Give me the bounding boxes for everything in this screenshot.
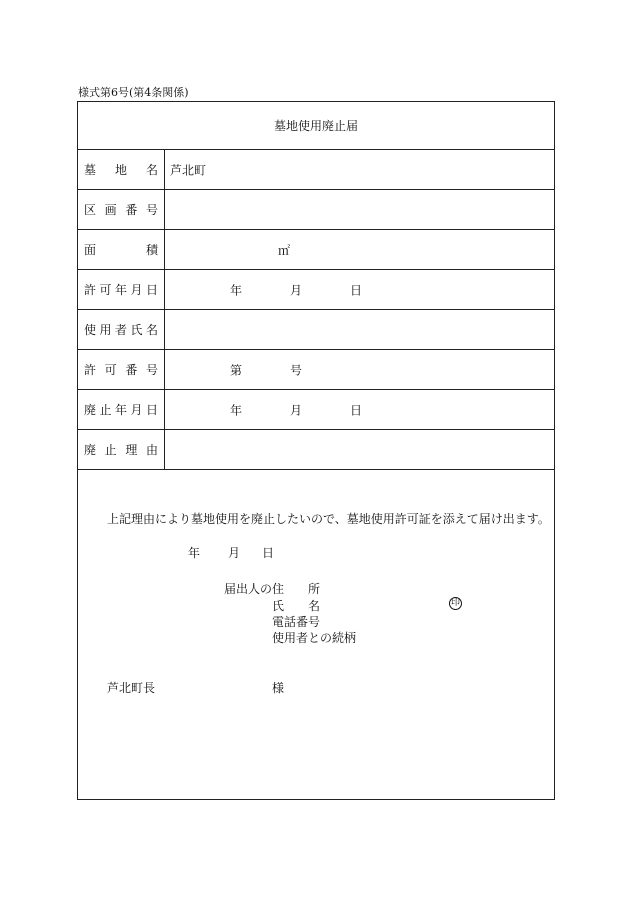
statement-text: 上記理由により墓地使用を廃止したいので、墓地使用許可証を添えて届け出ます。 (107, 512, 550, 526)
cemetery-name-value: 芦北町 (170, 163, 207, 177)
form-frame (77, 101, 555, 800)
applicant-address-label: 届出人の住 所 (224, 582, 321, 596)
field-permit-number[interactable] (166, 350, 554, 389)
permit-number-suffix: 号 (290, 363, 303, 377)
label-cemetery-name: 墓 地 名 (78, 150, 165, 189)
row-cemetery-name (78, 150, 554, 190)
label-permit-date: 許 可 年 月 日 (78, 270, 165, 309)
label-abolish-date: 廃 止 年 月 日 (78, 390, 165, 429)
field-user-name[interactable] (166, 310, 554, 349)
permit-number-prefix: 第 (230, 363, 243, 377)
row-user-name (78, 310, 554, 350)
row-plot-number (78, 190, 554, 230)
field-abolish-date[interactable] (166, 390, 554, 429)
field-permit-date[interactable] (166, 270, 554, 309)
addressee-org: 芦北町長 (107, 681, 156, 695)
label-user-name: 使 用 者 氏 名 (78, 310, 165, 349)
addressee-honorific: 様 (272, 681, 285, 695)
row-permit-number (78, 350, 554, 390)
abolish-date-month: 月 (290, 403, 303, 417)
row-area (78, 230, 554, 270)
applicant-name-label: 氏 名 (272, 599, 321, 613)
label-permit-number: 許 可 番 号 (78, 350, 165, 389)
label-abolish-reason: 廃 止 理 由 (78, 430, 165, 469)
submission-year: 年 (188, 546, 201, 560)
area-unit: ㎡ (278, 243, 291, 257)
field-cemetery-name[interactable] (166, 150, 554, 189)
row-abolish-date (78, 390, 554, 430)
permit-date-year: 年 (230, 283, 243, 297)
row-permit-date (78, 270, 554, 310)
field-abolish-reason[interactable] (166, 430, 554, 469)
abolish-date-year: 年 (230, 403, 243, 417)
field-plot-number[interactable] (166, 190, 554, 229)
field-area[interactable] (166, 230, 554, 269)
permit-date-day: 日 (350, 283, 363, 297)
applicant-relation-label: 使用者との続柄 (272, 631, 357, 645)
form-title (78, 102, 554, 150)
seal-mark: 印 (450, 598, 460, 608)
label-plot-number: 区 画 番 号 (78, 190, 165, 229)
permit-date-month: 月 (290, 283, 303, 297)
abolish-date-day: 日 (350, 403, 363, 417)
applicant-phone-label: 電話番号 (272, 615, 321, 629)
submission-day: 日 (262, 546, 275, 560)
form-title-text: 墓地使用廃止届 (273, 119, 358, 133)
row-abolish-reason (78, 430, 554, 470)
submission-month: 月 (228, 546, 241, 560)
label-area: 面 積 (78, 230, 165, 269)
form-caption: 様式第6号(第4条関係) (78, 86, 189, 99)
